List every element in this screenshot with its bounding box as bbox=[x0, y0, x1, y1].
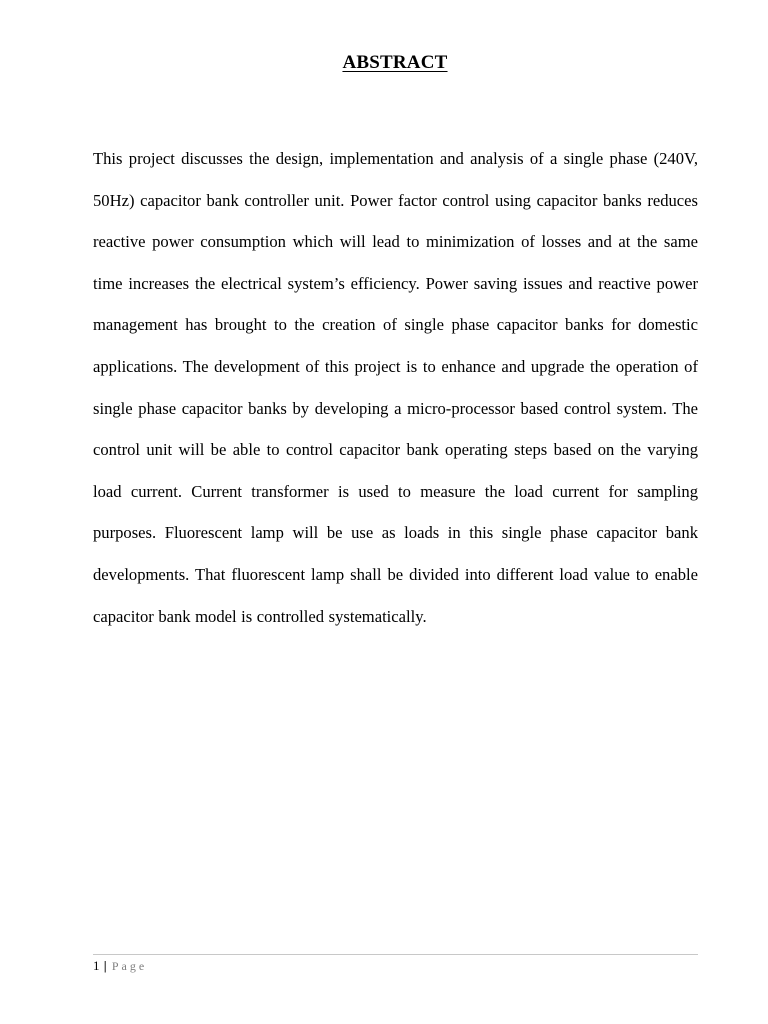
footer-separator: | bbox=[103, 958, 107, 973]
page-footer bbox=[93, 957, 147, 975]
page-number: 1 bbox=[93, 958, 100, 973]
page-title: ABSTRACT bbox=[342, 52, 448, 73]
page-label: Page bbox=[111, 959, 148, 973]
footer-divider bbox=[93, 954, 698, 955]
abstract-paragraph: This project discusses the design, implementation and analysis of a single phase (240V, 50Hz) capacitor bank controller unit. Power factor control using capacitor banks reduces reactive power consumption which will lead to minimization of losses and at the same time increases the electrical system’s efficiency. Power saving issues and reactive power management has brought to the creation of single phase capacitor banks for domestic applications. The development of this project is to enhance and upgrade the operation of single phase capacitor banks by developing a micro-processor based control system. The control unit will be able to control capacitor bank operating steps based on the varying load current. Current transformer is used to measure the load current for sampling purposes. Fluorescent lamp will be use as loads in this single phase capacitor bank developments. That fluorescent lamp shall be divided into different load value to enable capacitor bank model is controlled systematically. bbox=[93, 149, 698, 626]
